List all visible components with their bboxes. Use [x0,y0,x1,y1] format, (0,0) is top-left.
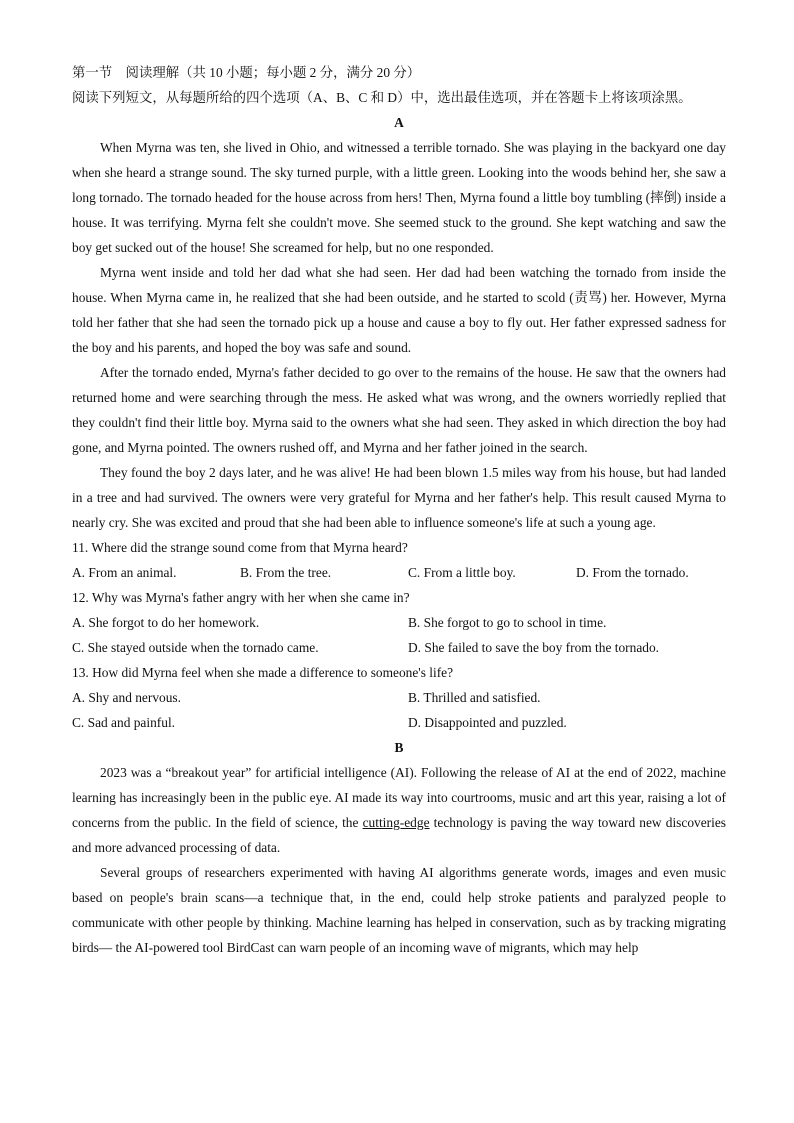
question-13-option-b[interactable]: B. Thrilled and satisfied. [408,690,541,705]
passage-b-p1-after: technology is paving the way toward new discoveries and more advanced processing of data. [72,815,726,855]
question-12-stem: 12. Why was Myrna's father angry with her when she came in? [72,590,410,605]
question-11-option-d[interactable]: D. From the tornado. [576,565,689,580]
question-12-option-a[interactable]: A. She forgot to do her homework. [72,615,260,630]
passage-a-label: A [394,115,404,130]
question-11-option-b[interactable]: B. From the tree. [240,565,332,580]
instructions: 阅读下列短文，从每题所给的四个选项（A、B、C 和 D）中，选出最佳选项，并在答题卡上将该项涂黑。 [72,90,692,105]
question-12-option-d[interactable]: D. She failed to save the boy from the tornado. [408,640,660,655]
passage-b-paragraph-2: Several groups of researchers experimented with having AI algorithms generate words, images and even music based on people's brain scans—a technique that, in the end, could help stroke patients and paralyzed people to communicate with other people by thinking. Machine learning has helped in conservation, such as by tracking migrating birds— the AI-powered tool BirdCast can warn people of an incoming wave of migrants, which may help [72,865,726,955]
passage-b-label: B [394,740,404,755]
passage-b-paragraph-1 [72,760,726,860]
question-13-options-row-1 [72,685,726,710]
question-13-options-row-2 [72,710,726,735]
section-title: 第一节 阅读理解（共 10 小题；每小题 2 分，满分 20 分） [72,65,421,80]
question-11-option-a[interactable]: A. From an animal. [72,565,177,580]
passage-a-paragraph-3: After the tornado ended, Myrna's father decided to go over to the remains of the house. He saw that the owners had returned home and were searching through the mess. He asked what was wrong, and the owners worriedly replied that they couldn't find their little boy. Myrna said to the owners what she had seen. They asked in which direction the boy had gone, and Myrna pointed. The owners rushed off, and Myrna and her father joined in the search. [72,365,726,455]
question-11-stem: 11. Where did the strange sound come from that Myrna heard? [72,540,408,555]
passage-a-paragraph-2: Myrna went inside and told her dad what she had seen. Her dad had been watching the tornado from inside the house. When Myrna came in, he realized that she had been outside, and he started to scold (责骂) her. However, Myrna told her father that she had seen the tornado pick up a house and cause a boy to fly out. Her father expressed sadness for the boy and his parents, and hoped the boy was safe and sound. [72,265,726,355]
document-page [72,60,726,960]
question-11-option-c[interactable]: C. From a little boy. [408,565,516,580]
question-13-option-a[interactable]: A. Shy and nervous. [72,690,181,705]
question-13-option-d[interactable]: D. Disappointed and puzzled. [408,715,567,730]
underlined-term: cutting-edge [362,815,430,830]
question-13-stem: 13. How did Myrna feel when she made a difference to someone's life? [72,665,454,680]
question-13-option-c[interactable]: C. Sad and painful. [72,715,176,730]
question-12-options-row-2 [72,635,726,660]
question-11-options [72,560,726,585]
question-12-option-c[interactable]: C. She stayed outside when the tornado came. [72,640,319,655]
passage-b-p1-before: 2023 was a “breakout year” for artificial intelligence (AI). Following the release of AI at the end of 2022, machine learning has increasingly been in the public eye. AI made its way into courtrooms, music and art this year, raising a lot of concerns from the public. In the field of science, the [72,765,726,830]
question-12-options-row-1 [72,610,726,635]
question-12-option-b[interactable]: B. She forgot to go to school in time. [408,615,607,630]
passage-a-paragraph-1: When Myrna was ten, she lived in Ohio, and witnessed a terrible tornado. She was playing in the backyard one day when she heard a strange sound. The sky turned purple, with a little green. Looking into the woods behind her, she saw a long tornado. The tornado headed for the house across from hers! Then, Myrna found a little boy tumbling (摔倒) inside a house. It was terrifying. Myrna felt she couldn't move. She seemed stuck to the ground. She kept watching and saw the boy get sucked out of the house! She screamed for help, but no one responded. [72,140,727,255]
passage-a-paragraph-4: They found the boy 2 days later, and he was alive! He had been blown 1.5 miles way from his house, but had landed in a tree and had survived. The owners were very grateful for Myrna and her father's help. This result caused Myrna to nearly cry. She was excited and proud that she had been able to influence someone's life at such a young age. [72,465,726,530]
